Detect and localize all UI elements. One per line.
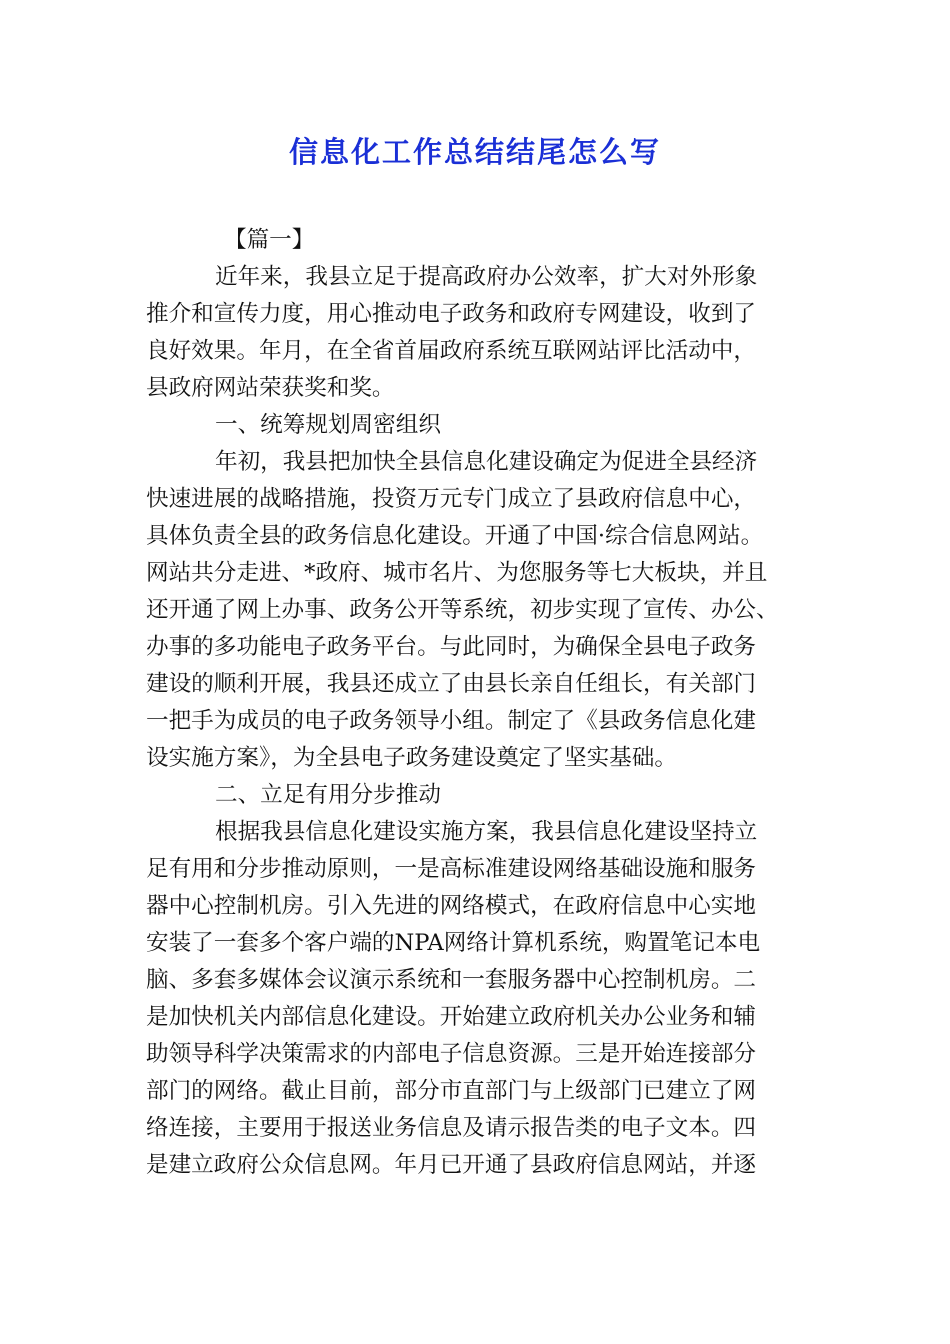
document-body bbox=[146, 222, 810, 1184]
paragraph-line: 具体负责全县的政务信息化建设。开通了中国·综合信息网站。 bbox=[146, 523, 764, 549]
section-tag: 【篇一】 bbox=[224, 227, 315, 253]
paragraph-line: 是建立政府公众信息网。年月已开通了县政府信息网站，并逐 bbox=[146, 1152, 757, 1178]
paragraph-line: 络连接，主要用于报送业务信息及请示报告类的电子文本。四 bbox=[146, 1115, 757, 1141]
paragraph-line: 还开通了网上办事、政务公开等系统，初步实现了宣传、办公、 bbox=[146, 597, 779, 623]
paragraph-line: 县政府网站荣获奖和奖。 bbox=[146, 375, 395, 401]
paragraph-line: 助领导科学决策需求的内部电子信息资源。三是开始连接部分 bbox=[146, 1041, 757, 1067]
paragraph-line: 办事的多功能电子政务平台。与此同时，为确保全县电子政务 bbox=[146, 634, 757, 660]
document-title: 信息化工作总结结尾怎么写 bbox=[288, 135, 661, 169]
paragraph-line: 良好效果。年月，在全省首届政府系统互联网站评比活动中， bbox=[146, 338, 757, 364]
paragraph-line: 推介和宣传力度，用心推动电子政务和政府专网建设，收到了 bbox=[146, 301, 757, 327]
paragraph-line: 设实施方案》，为全县电子政务建设奠定了坚实基础。 bbox=[146, 745, 677, 771]
paragraph-line: 近年来，我县立足于提高政府办公效率，扩大对外形象 bbox=[215, 264, 758, 290]
paragraph-line: 建设的顺利开展，我县还成立了由县长亲自任组长，有关部门 bbox=[146, 671, 757, 697]
paragraph-line: 快速进展的战略措施，投资万元专门成立了县政府信息中心， bbox=[146, 486, 757, 512]
section-heading: 一、统筹规划周密组织 bbox=[215, 412, 441, 438]
paragraph-line: 部门的网络。截止目前，部分市直部门与上级部门已建立了网 bbox=[146, 1078, 757, 1104]
paragraph-line: 器中心控制机房。引入先进的网络模式，在政府信息中心实地 bbox=[146, 893, 757, 919]
paragraph-line: 是加快机关内部信息化建设。开始建立政府机关办公业务和辅 bbox=[146, 1004, 757, 1030]
paragraph-line: 安装了一套多个客户端的NPA网络计算机系统，购置笔记本电 bbox=[146, 930, 761, 956]
paragraph-line: 脑、多套多媒体会议演示系统和一套服务器中心控制机房。二 bbox=[146, 967, 757, 993]
section-heading: 二、立足有用分步推动 bbox=[215, 782, 441, 808]
paragraph-line: 足有用和分步推动原则，一是高标准建设网络基础设施和服务 bbox=[146, 856, 757, 882]
paragraph-line: 一把手为成员的电子政务领导小组。制定了《县政务信息化建 bbox=[146, 708, 757, 734]
paragraph-line: 网站共分走进、*政府、城市名片、为您服务等七大板块，并且 bbox=[146, 560, 768, 586]
paragraph-line: 年初，我县把加快全县信息化建设确定为促进全县经济 bbox=[215, 449, 758, 475]
paragraph-line: 根据我县信息化建设实施方案，我县信息化建设坚持立 bbox=[215, 819, 758, 845]
